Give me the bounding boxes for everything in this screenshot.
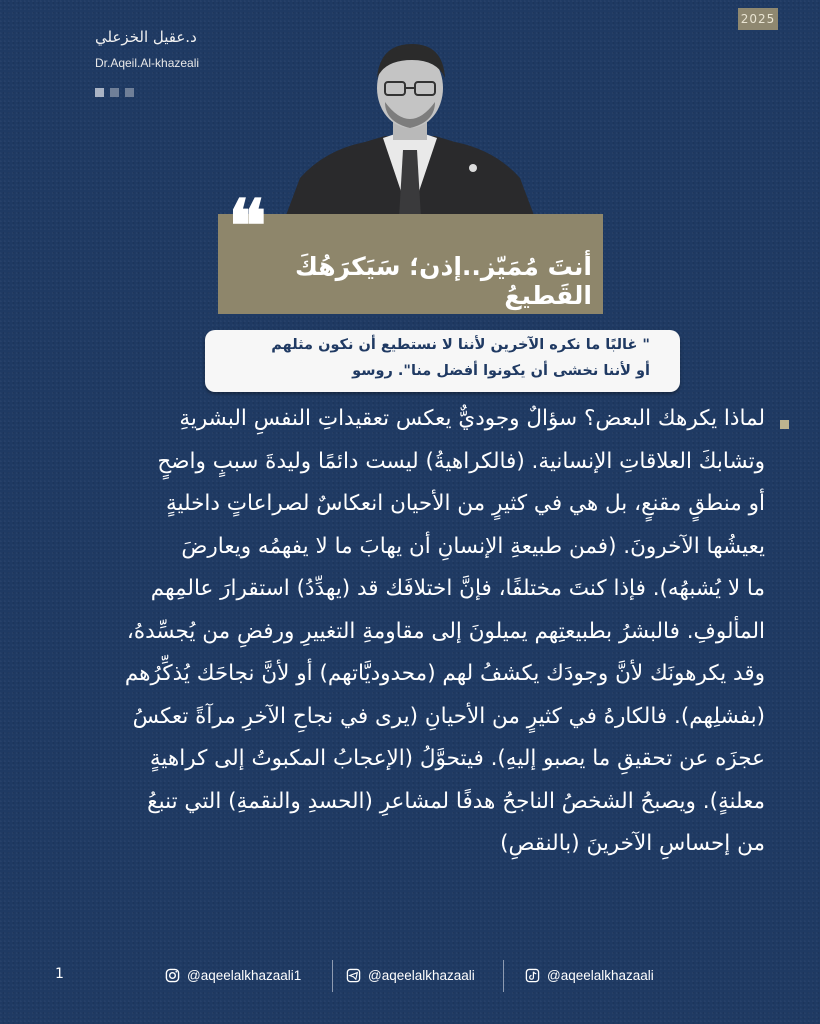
body-line: (بفشلِهم). فالكارهُ في كثيرٍ من الأحيانِ (يرى في نجاحِ الآخرِ مرآةً تعكسُ	[132, 703, 765, 729]
paragraph-bullet	[780, 420, 789, 429]
body-line: لماذا يكرهك البعض؟ سؤالٌ وجوديٌّ يعكس تعقيداتِ النفسِ البشريةِ	[179, 406, 765, 431]
telegram-handle[interactable]	[346, 968, 475, 983]
quote-line-1: " غالبًا ما نكره الآخرين لأننا لا نستطيع أن نكون مثلهم	[271, 337, 650, 353]
body-line: عجزَه عن تحقيقِ ما يصبو إليهِ). فيتحوَّلُ (الإعجابُ المكبوتُ إلى كراهيةٍ	[149, 746, 765, 771]
page-title: أنتَ مُمَيّز..إذن؛ سَيَكرَهُكَ القَطيعُ	[294, 252, 592, 310]
body-line: وقد يكرهونَك لأنَّ وجودَك يكشفُ لهم (محدوديَّاتهم) أو لأنَّ نجاحَك يُذكِّرُهم	[124, 661, 765, 686]
instagram-label: @aqeelalkhazaali1	[187, 968, 302, 983]
body-line: من إحساسِ الآخرينَ (بالنقصِ)	[500, 831, 765, 856]
footer-divider	[503, 960, 504, 992]
body-line: أو منطقٍ مقنعٍ، بل هي في كثيرٍ من الأحيان انعكاسٌ لصراعاتٍ داخليةٍ	[165, 491, 765, 516]
tiktok-label: @aqeelalkhazaali	[547, 968, 654, 983]
body-line: معلنةٍ). ويصبحُ الشخصُ الناجحُ هدفًا لمشاعرِ (الحسدِ والنقمةِ) التي تنبعُ	[147, 788, 765, 814]
telegram-icon	[346, 968, 361, 983]
body-line: يعيشُها الآخرونَ. (فمن طبيعةِ الإنسانِ أن يهابَ ما لا يفهمُه ويعارضَ	[181, 533, 765, 559]
body-line: وتشابكَ العلاقاتِ الإنسانية. (فالكراهيةُ) ليست دائمًا وليدةَ سببٍ واضحٍ	[157, 448, 765, 474]
page-number: 1	[55, 966, 64, 982]
author-portrait	[285, 38, 535, 218]
article-body	[40, 398, 765, 866]
instagram-icon	[165, 968, 180, 983]
footer-divider	[332, 960, 333, 992]
tiktok-handle[interactable]	[525, 968, 654, 983]
quote-mark-icon: ❝	[228, 183, 267, 268]
year-badge: 2025	[738, 8, 778, 30]
quote-box	[205, 330, 680, 392]
instagram-handle[interactable]	[165, 968, 301, 983]
body-line: المألوفِ. فالبشرُ بطبيعتِهم يميلونَ إلى مقاومةِ التغييرِ ورفضِ من يُجسِّدهُ،	[126, 618, 765, 644]
decorative-dots	[95, 88, 134, 97]
quote-line-2: أو لأننا نخشى أن يكونوا أفضل منا". روسو	[352, 363, 650, 379]
body-line: ما لا يُشبهُه). فإذا كنتَ مختلفًا، فإنَّ اختلافَك قد (يهدِّدُ) استقرارَ عالمِهم	[150, 576, 765, 601]
tiktok-icon	[525, 968, 540, 983]
telegram-label: @aqeelalkhazaali	[368, 968, 475, 983]
author-name-english: Dr.Aqeil.Al-khazeali	[95, 56, 200, 70]
author-name-arabic: د.عقيل الخزعلي	[95, 28, 197, 46]
